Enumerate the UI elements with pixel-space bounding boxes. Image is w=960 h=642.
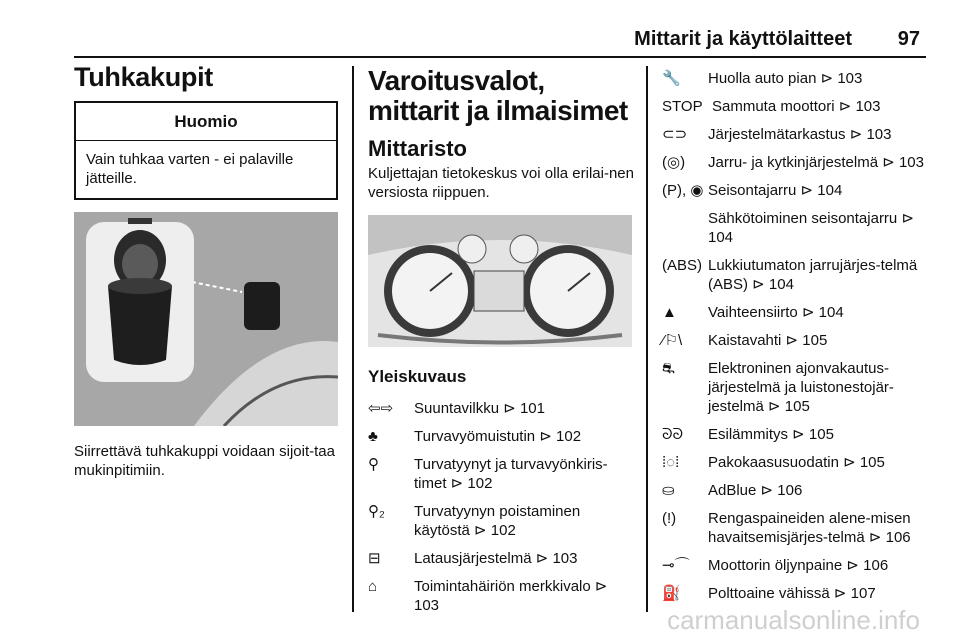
lane-departure-icon: ⁄⚐\ <box>662 332 683 349</box>
indicator-row <box>662 509 930 547</box>
indicator-row <box>662 97 930 116</box>
header-rule <box>74 56 926 58</box>
indicator-label: Pakokaasusuodatin ⊳ 105 <box>708 454 885 471</box>
engine-check-icon: ⌂ <box>368 578 378 595</box>
indicator-label: Turvatyynyn poistaminen käytöstä ⊳ 102 <box>414 503 581 539</box>
turn-signal-icon: ⇦⇨ <box>368 400 394 417</box>
note-title: Huomio <box>76 103 336 141</box>
preheat-icon: ᘐᘐ <box>662 426 684 443</box>
indicator-label: Rengaspaineiden alene-misen havaitsemisjärjes-telmä ⊳ 106 <box>708 510 911 546</box>
indicator-label: AdBlue ⊳ 106 <box>708 482 803 499</box>
indicator-row <box>368 427 634 446</box>
dpf-icon: ⁞◌⁞ <box>662 454 680 471</box>
indicator-label: Moottorin öljynpaine ⊳ 106 <box>708 557 889 574</box>
tire-pressure-icon: (!) <box>662 510 677 527</box>
stop-icon: STOP <box>662 98 703 115</box>
indicator-row <box>662 331 930 350</box>
abs-icon: (ABS) <box>662 257 703 274</box>
header-title: Mittarit ja käyttölaitteet <box>634 28 852 50</box>
ashtray-illustration <box>74 212 338 426</box>
indicator-row <box>662 425 930 444</box>
indicator-label: Toimintahäiriön merkkivalo ⊳ 103 <box>414 578 608 614</box>
page-number: 97 <box>897 28 920 50</box>
section-heading: Tuhkakupit <box>74 62 214 92</box>
icon-placeholder <box>662 209 708 247</box>
indicator-label: Turvavyömuistutin ⊳ 102 <box>414 428 582 445</box>
indicator-label: Elektroninen ajonvakautus-järjestelmä ja luistonestojär-jestelmä ⊳ 105 <box>708 360 894 415</box>
column-ashtray <box>74 62 338 480</box>
upshift-icon: ▲ <box>662 304 677 321</box>
indicator-list <box>662 69 930 603</box>
indicator-row <box>368 577 634 615</box>
indicator-label: Turvatyynyt ja turvavyönkiris-timet ⊳ 102 <box>414 456 608 492</box>
watermark: carmanualsonline.info <box>667 605 920 635</box>
indicator-row <box>662 256 930 294</box>
system-check-icon: ⊂⊃ <box>662 126 688 143</box>
indicator-row <box>662 153 930 172</box>
indicator-label: Suuntavilkku ⊳ 101 <box>414 400 545 417</box>
indicator-row <box>662 181 930 200</box>
cluster-illustration <box>368 215 632 347</box>
column-indicators-continued <box>662 69 930 612</box>
note-body: Vain tuhkaa varten - ei palaville jätteille. <box>86 151 294 187</box>
indicator-row <box>662 69 930 88</box>
note-box <box>74 101 338 200</box>
indicator-row <box>662 556 930 575</box>
airbag-icon: ⚲ <box>368 456 379 473</box>
section-heading: Varoitusvalot, mittarit ja ilmaisimet <box>368 65 628 126</box>
battery-icon: ⊟ <box>368 550 381 567</box>
wrench-icon: 🔧 <box>662 70 681 87</box>
indicator-row <box>368 455 634 493</box>
brake-icon: (◎) <box>662 154 686 171</box>
intro-paragraph: Kuljettajan tietokeskus voi olla erilai-nen versiosta riippuen. <box>368 165 634 201</box>
fuel-icon: ⛽ <box>662 585 681 602</box>
indicator-label: Huolla auto pian ⊳ 103 <box>708 70 863 87</box>
page-header <box>0 0 960 60</box>
indicator-label: Seisontajarru ⊳ 104 <box>708 182 843 199</box>
indicator-label: Latausjärjestelmä ⊳ 103 <box>414 550 578 567</box>
indicator-row <box>662 209 930 247</box>
indicator-list <box>368 399 634 615</box>
ashtray-photo <box>74 212 338 426</box>
airbag-off-icon: ⚲₂ <box>368 503 385 520</box>
overview-heading: Yleiskuvaus <box>368 367 467 386</box>
column-divider <box>352 66 354 612</box>
indicator-row <box>662 481 930 500</box>
subsection-heading: Mittaristo <box>368 136 467 161</box>
seatbelt-icon: ♣ <box>368 428 378 445</box>
indicator-row <box>662 453 930 472</box>
indicator-label: Järjestelmätarkastus ⊳ 103 <box>708 126 892 143</box>
photo-caption: Siirrettävä tuhkakuppi voidaan sijoit-taa mukinpitimiin. <box>74 443 335 479</box>
indicator-label: Lukkiutumaton jarrujärjes-telmä (ABS) ⊳ 104 <box>708 257 918 293</box>
column-warning-lights <box>368 66 634 624</box>
indicator-label: Sähkötoiminen seisontajarru ⊳ 104 <box>708 210 915 246</box>
indicator-row <box>368 549 634 568</box>
indicator-label: Jarru- ja kytkinjärjestelmä ⊳ 103 <box>708 154 924 171</box>
esc-icon: ⛐ <box>662 360 675 377</box>
parking-brake-icon: (P), ◉ <box>662 182 704 199</box>
indicator-row <box>368 502 634 540</box>
indicator-row <box>368 399 634 418</box>
indicator-label: Sammuta moottori ⊳ 103 <box>712 98 881 115</box>
oil-pressure-icon: ⊸⌒ <box>662 557 690 574</box>
indicator-row <box>662 303 930 322</box>
column-divider <box>646 66 648 612</box>
indicator-row <box>662 584 930 603</box>
indicator-row <box>662 359 930 416</box>
indicator-label: Polttoaine vähissä ⊳ 107 <box>708 585 876 602</box>
instrument-cluster-image <box>368 215 632 347</box>
indicator-label: Vaihteensiirto ⊳ 104 <box>708 304 844 321</box>
indicator-label: Esilämmitys ⊳ 105 <box>708 426 834 443</box>
indicator-row <box>662 125 930 144</box>
indicator-label: Kaistavahti ⊳ 105 <box>708 332 828 349</box>
adblue-icon: ⛀ <box>662 482 675 499</box>
